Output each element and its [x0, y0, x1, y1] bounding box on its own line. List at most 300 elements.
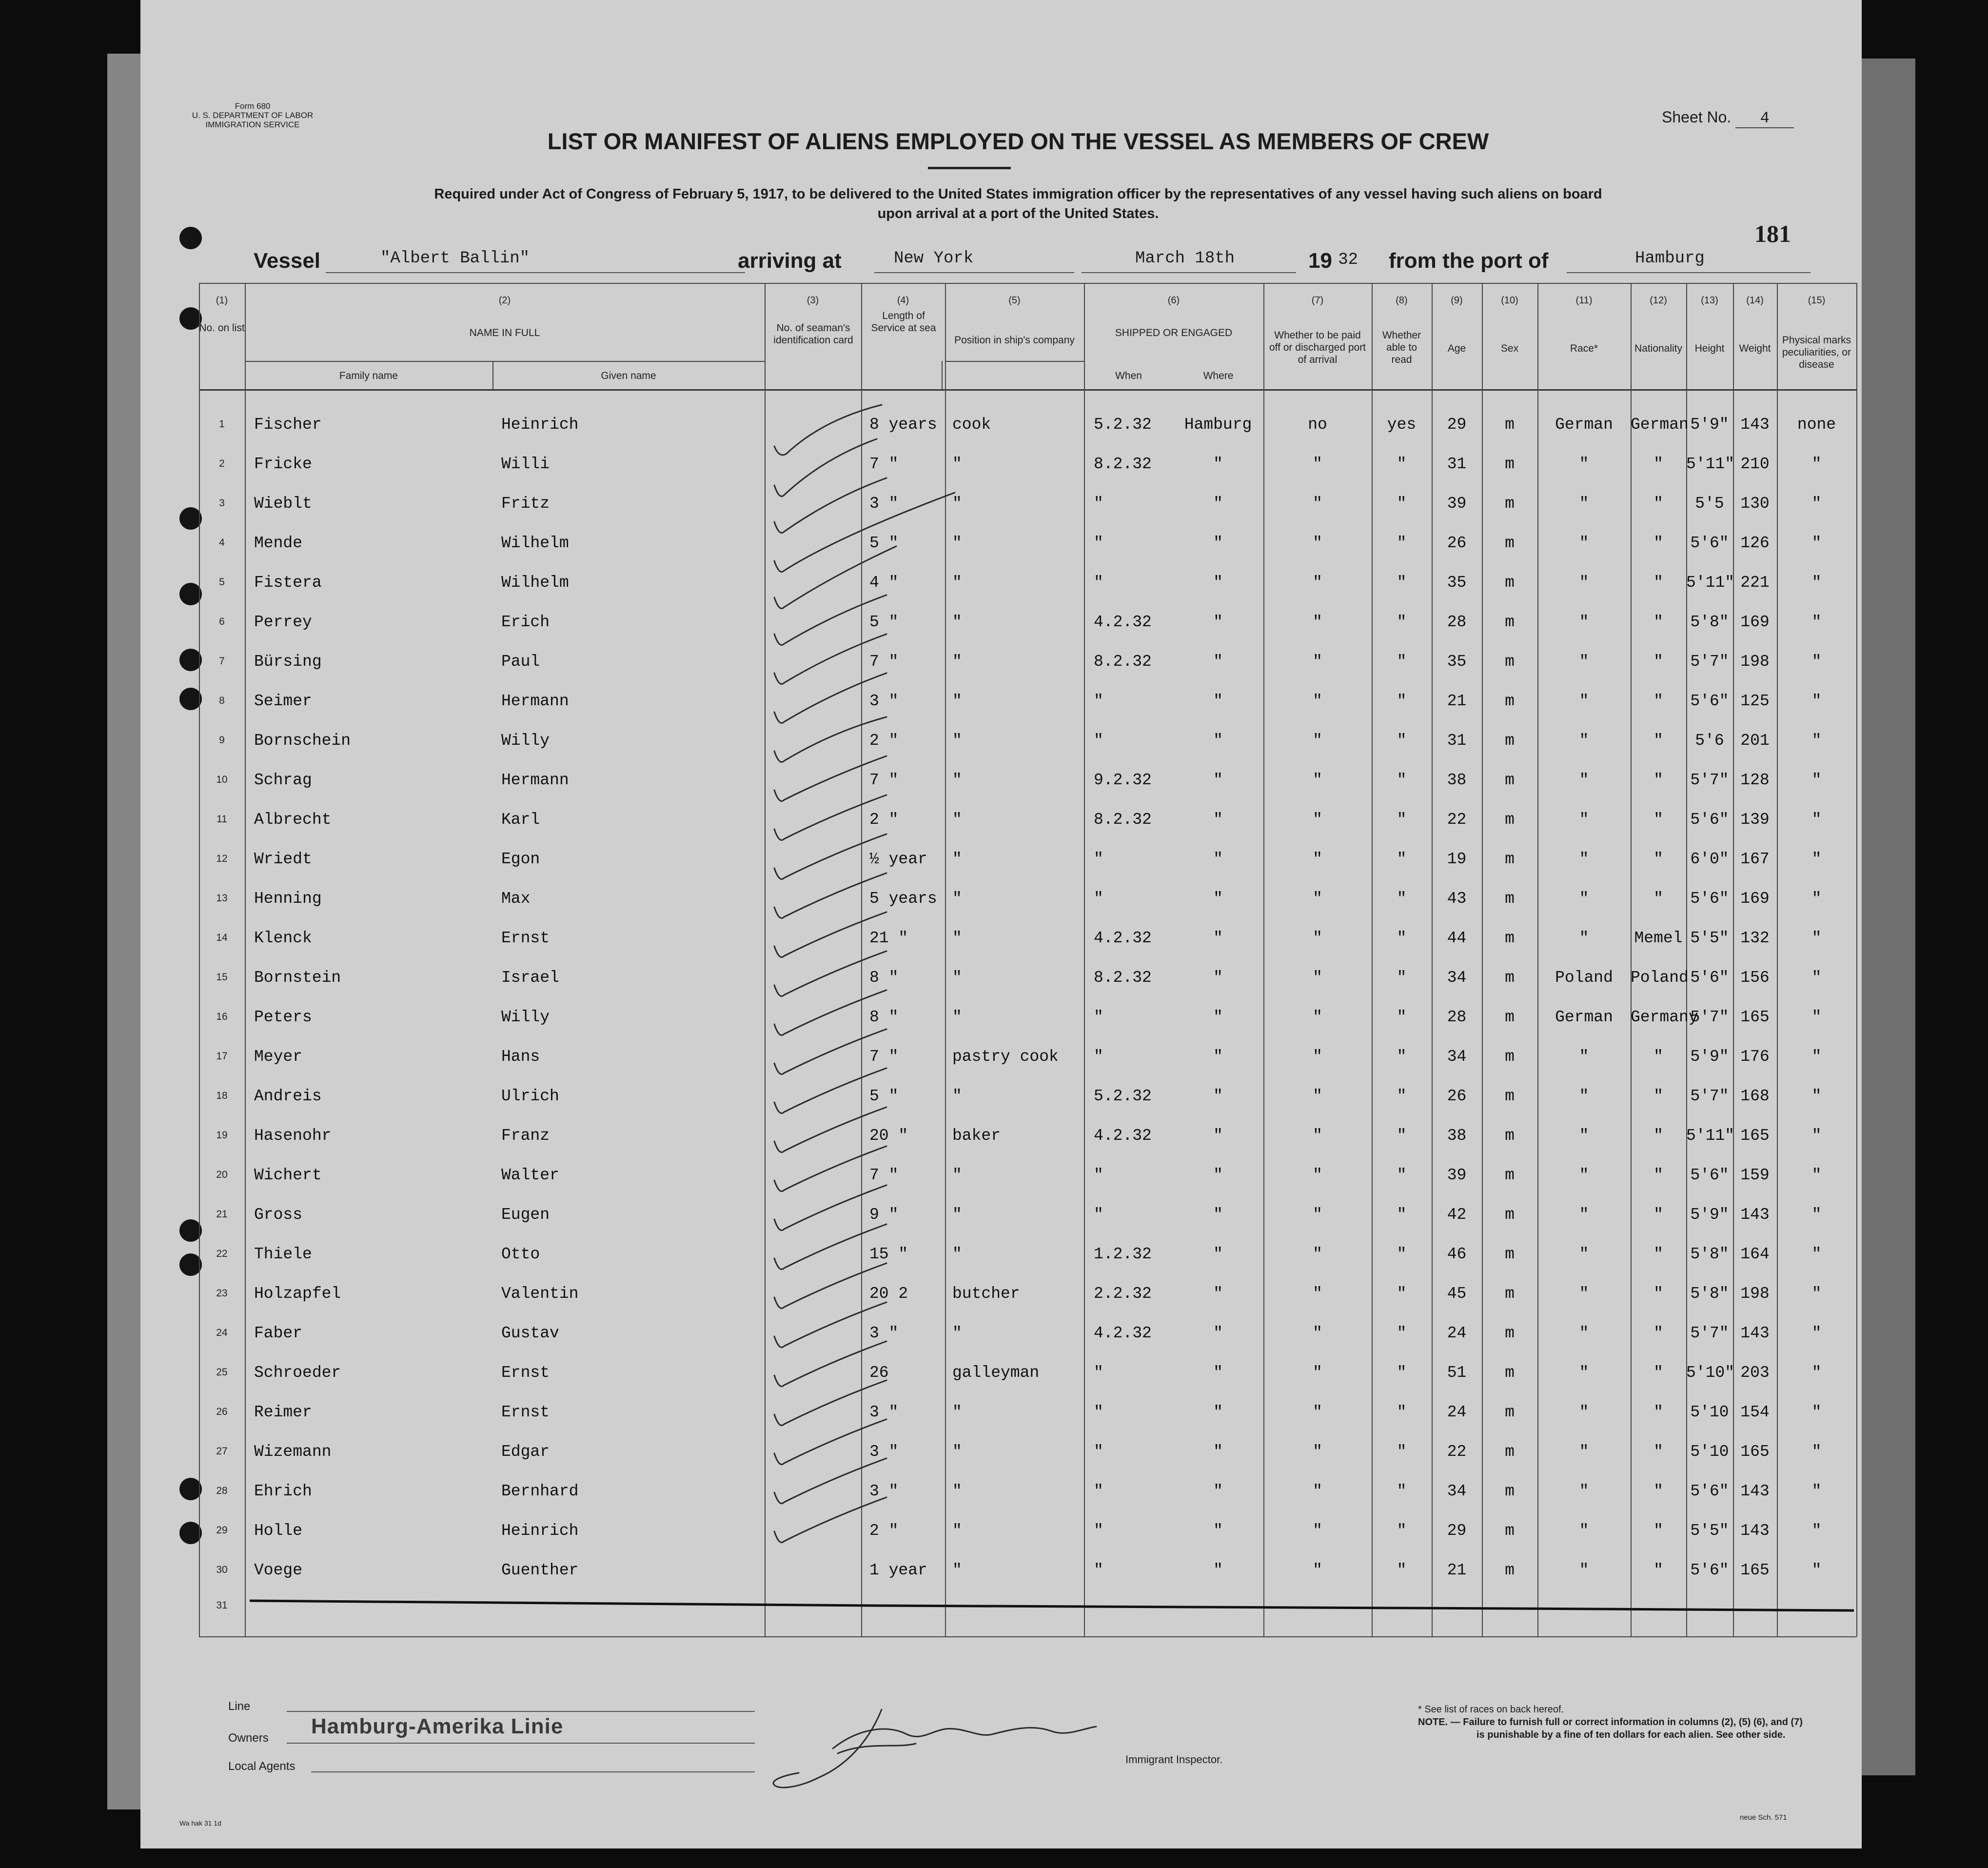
- arriving-field: [874, 248, 1074, 273]
- service-length: 5 ": [869, 1087, 899, 1105]
- given-name: Eugen: [501, 1206, 550, 1224]
- nationality: ": [1653, 890, 1663, 908]
- able-to-read: ": [1397, 1206, 1407, 1224]
- service-length: 4 ": [869, 574, 899, 592]
- family-name: Faber: [254, 1324, 303, 1342]
- shipped-where: ": [1213, 890, 1223, 908]
- sex: m: [1505, 1166, 1515, 1184]
- height: 5'10: [1690, 1403, 1729, 1421]
- race: ": [1579, 1048, 1589, 1066]
- col-header-sex: Sex: [1500, 343, 1519, 354]
- nationality: ": [1653, 1166, 1663, 1184]
- shipped-where: ": [1213, 1324, 1223, 1342]
- paid-off: ": [1313, 1245, 1322, 1263]
- vessel-field: [326, 248, 745, 273]
- shipped-when: ": [1094, 495, 1103, 513]
- shipped-where: ": [1213, 1127, 1223, 1145]
- sex: m: [1505, 1324, 1515, 1342]
- physical-marks: ": [1811, 1324, 1822, 1342]
- table-row: [199, 726, 1857, 763]
- position: ": [952, 1166, 962, 1184]
- able-to-read: ": [1397, 1127, 1407, 1145]
- physical-marks: ": [1811, 1364, 1822, 1382]
- physical-marks: ": [1811, 1008, 1822, 1026]
- height: 5'5: [1695, 495, 1724, 513]
- age: 51: [1447, 1364, 1467, 1382]
- age: 24: [1447, 1324, 1467, 1342]
- position: ": [952, 1008, 962, 1026]
- able-to-read: ": [1397, 1087, 1407, 1105]
- able-to-read: ": [1397, 850, 1407, 868]
- row-number: 20: [216, 1169, 228, 1180]
- position: ": [952, 850, 962, 868]
- shipped-where: ": [1213, 1364, 1223, 1382]
- nationality: Memel: [1634, 929, 1683, 947]
- position: ": [952, 653, 962, 671]
- paid-off: ": [1313, 613, 1322, 631]
- weight: 176: [1740, 1048, 1770, 1066]
- shipped-when: ": [1094, 732, 1103, 750]
- age: 38: [1447, 1127, 1467, 1145]
- paid-off: ": [1313, 1166, 1322, 1184]
- shipped-when: ": [1094, 890, 1103, 908]
- manifest-sheet: [140, 0, 1862, 1848]
- service-length: 20 2: [869, 1285, 908, 1303]
- family-name: Seimer: [254, 692, 312, 710]
- col-header-given: Given name: [601, 370, 656, 381]
- given-name: Paul: [501, 653, 540, 671]
- row-number: 14: [216, 932, 228, 943]
- col-header-read: Whether able to read: [1382, 330, 1421, 365]
- row-number: 19: [216, 1130, 228, 1141]
- shipped-when: ": [1094, 1206, 1103, 1224]
- able-to-read: ": [1397, 771, 1407, 789]
- given-name: Willy: [501, 732, 550, 750]
- shipped-when: 4.2.32: [1094, 1324, 1152, 1342]
- weight: 154: [1740, 1403, 1770, 1421]
- nationality: Poland: [1631, 969, 1689, 987]
- sex: m: [1505, 1206, 1515, 1224]
- checkmarks-column: [765, 380, 974, 1629]
- table-row: [199, 568, 1857, 605]
- table-row: [199, 765, 1857, 802]
- col-header-height: Height: [1694, 343, 1725, 354]
- physical-marks: ": [1811, 455, 1822, 473]
- shipped-when: 5.2.32: [1094, 416, 1152, 434]
- physical-marks: ": [1811, 1127, 1822, 1145]
- sex: m: [1505, 613, 1515, 631]
- paid-off: ": [1313, 1206, 1322, 1224]
- family-name: Fistera: [254, 574, 322, 592]
- paid-off: ": [1313, 771, 1322, 789]
- able-to-read: ": [1397, 613, 1407, 631]
- given-name: Erich: [501, 613, 550, 631]
- paid-off: ": [1313, 969, 1322, 987]
- form-department: [179, 101, 326, 129]
- physical-marks: ": [1811, 1561, 1822, 1579]
- family-name: Hasenohr: [254, 1127, 332, 1145]
- age: 35: [1447, 574, 1467, 592]
- weight: 168: [1740, 1087, 1770, 1105]
- table-row: [199, 607, 1857, 644]
- family-name: Schroeder: [254, 1364, 341, 1382]
- race: ": [1579, 1206, 1589, 1224]
- age: 45: [1447, 1285, 1467, 1303]
- service-length: 2 ": [869, 1522, 899, 1540]
- col-header-position: Position in ship's company: [954, 335, 1075, 346]
- table-row: [199, 805, 1857, 842]
- position: ": [952, 732, 962, 750]
- weight: 143: [1740, 1522, 1770, 1540]
- age: 43: [1447, 890, 1467, 908]
- weight: 165: [1740, 1561, 1770, 1579]
- col-header-weight: Weight: [1739, 343, 1771, 354]
- age: 22: [1447, 811, 1467, 829]
- nationality: ": [1653, 1522, 1663, 1540]
- height: 5'8": [1690, 1245, 1729, 1263]
- col-header-id-card: No. of seaman's identification card: [773, 322, 853, 346]
- nationality: ": [1653, 1403, 1663, 1421]
- age: 44: [1447, 929, 1467, 947]
- age: 26: [1447, 534, 1467, 552]
- age: 28: [1447, 1008, 1467, 1026]
- position: ": [952, 1324, 962, 1342]
- shipped-when: ": [1094, 574, 1103, 592]
- service-length: 3 ": [869, 495, 899, 513]
- service-length: 3 ": [869, 692, 899, 710]
- row-number: 3: [219, 497, 225, 509]
- sex: m: [1505, 1443, 1515, 1461]
- row-number: 1: [219, 418, 225, 430]
- table-row: [199, 489, 1857, 526]
- race: ": [1579, 850, 1589, 868]
- sex: m: [1505, 574, 1515, 592]
- paid-off: ": [1313, 1285, 1322, 1303]
- height: 5'6": [1690, 1561, 1729, 1579]
- service-length: 5 years: [869, 890, 937, 908]
- row-number: 27: [216, 1446, 228, 1457]
- able-to-read: ": [1397, 1048, 1407, 1066]
- service-length: 3 ": [869, 1443, 899, 1461]
- paid-off: ": [1313, 1443, 1322, 1461]
- local-agents-label: Local Agents: [228, 1760, 295, 1773]
- shipped-where: ": [1213, 1561, 1223, 1579]
- position: ": [952, 495, 962, 513]
- col-header-service: Length of Service at sea: [871, 310, 936, 334]
- family-name: Fischer: [254, 416, 322, 434]
- height: 5'7": [1690, 1324, 1729, 1342]
- year-suffix: 32: [1338, 251, 1358, 269]
- physical-marks: ": [1811, 1522, 1822, 1540]
- able-to-read: ": [1397, 455, 1407, 473]
- position: ": [952, 1561, 962, 1579]
- height: 5'7": [1690, 653, 1729, 671]
- height: 5'5": [1690, 929, 1729, 947]
- position: baker: [952, 1127, 1001, 1145]
- shipped-where: ": [1213, 969, 1223, 987]
- service-length: 7 ": [869, 455, 899, 473]
- family-name: Gross: [254, 1206, 303, 1224]
- able-to-read: ": [1397, 1245, 1407, 1263]
- position: ": [952, 613, 962, 631]
- paid-off: ": [1313, 890, 1322, 908]
- sex: m: [1505, 1522, 1515, 1540]
- able-to-read: ": [1397, 1561, 1407, 1579]
- height: 5'9": [1690, 416, 1729, 434]
- service-length: 20 ": [869, 1127, 908, 1145]
- shipped-when: ": [1094, 1048, 1103, 1066]
- shipped-when: ": [1094, 850, 1103, 868]
- row-number: 7: [219, 656, 225, 667]
- given-name: Franz: [501, 1127, 550, 1145]
- weight: 165: [1740, 1008, 1770, 1026]
- table-row: [199, 647, 1857, 684]
- paid-off: no: [1308, 416, 1327, 434]
- table-row: [199, 410, 1857, 447]
- age: 26: [1447, 1087, 1467, 1105]
- shipped-where: ": [1213, 455, 1223, 473]
- shipped-where: ": [1213, 534, 1223, 552]
- able-to-read: ": [1397, 969, 1407, 987]
- race: ": [1579, 1482, 1589, 1500]
- row-number: 24: [216, 1327, 228, 1338]
- family-name: Perrey: [254, 613, 312, 631]
- nationality: ": [1653, 613, 1663, 631]
- able-to-read: ": [1397, 929, 1407, 947]
- physical-marks: ": [1811, 1206, 1822, 1224]
- col-num: (15): [1808, 295, 1826, 306]
- inspector-label: Immigrant Inspector.: [1125, 1753, 1223, 1766]
- paid-off: ": [1313, 1561, 1322, 1579]
- arriving-label: arriving at: [738, 249, 842, 273]
- col-num: (6): [1167, 295, 1180, 306]
- shipped-when: 2.2.32: [1094, 1285, 1152, 1303]
- given-name: Max: [501, 890, 531, 908]
- shipped-when: ": [1094, 1364, 1103, 1382]
- row-number: 13: [216, 893, 228, 904]
- weight: 132: [1740, 929, 1770, 947]
- col-num: (14): [1746, 295, 1764, 306]
- sex: m: [1505, 890, 1515, 908]
- shipped-when: ": [1094, 1403, 1103, 1421]
- from-port-label: from the port of: [1389, 249, 1549, 273]
- height: 5'9": [1690, 1048, 1729, 1066]
- col-num: (13): [1701, 295, 1718, 306]
- footer-note: * See list of races on back hereof. NOTE. — Failure to furnish full or correct information in columns (2), (5) (6), and (7) is punishable by a fine of ten dollars for each alien. See other side.: [1418, 1704, 1803, 1740]
- shipped-when: 1.2.32: [1094, 1245, 1152, 1263]
- service-length: 2 ": [869, 732, 899, 750]
- weight: 165: [1740, 1127, 1770, 1145]
- family-name: Schrag: [254, 771, 312, 789]
- shipped-when: ": [1094, 1561, 1103, 1579]
- nationality: ": [1653, 732, 1663, 750]
- weight: 125: [1740, 692, 1770, 710]
- nationality: ": [1653, 850, 1663, 868]
- race: ": [1579, 495, 1589, 513]
- height: 5'7": [1690, 771, 1729, 789]
- table-row: [199, 1318, 1857, 1355]
- given-name: Israel: [501, 969, 559, 987]
- shipped-when: 4.2.32: [1094, 929, 1152, 947]
- age: 21: [1447, 1561, 1467, 1579]
- col-num: (2): [498, 295, 511, 306]
- physical-marks: ": [1811, 929, 1822, 947]
- sex: m: [1505, 969, 1515, 987]
- weight: 198: [1740, 653, 1770, 671]
- height: 5'6": [1690, 1482, 1729, 1500]
- form-title: LIST OR MANIFEST OF ALIENS EMPLOYED ON THE VESSEL AS MEMBERS OF CREW: [547, 128, 1489, 154]
- service-length: 7 ": [869, 771, 899, 789]
- race: ": [1579, 653, 1589, 671]
- given-name: Wilhelm: [501, 534, 569, 552]
- age: 34: [1447, 969, 1467, 987]
- age: 31: [1447, 455, 1467, 473]
- weight: 210: [1740, 455, 1770, 473]
- nationality: ": [1653, 1048, 1663, 1066]
- sex: m: [1505, 1561, 1515, 1579]
- physical-marks: ": [1811, 811, 1822, 829]
- age: 24: [1447, 1403, 1467, 1421]
- page-number: 181: [1754, 220, 1791, 247]
- able-to-read: ": [1397, 1482, 1407, 1500]
- shipped-when: 4.2.32: [1094, 613, 1152, 631]
- vessel-name: "Albert Ballin": [380, 249, 530, 268]
- sex: m: [1505, 1127, 1515, 1145]
- sex: m: [1505, 1048, 1515, 1066]
- weight: 130: [1740, 495, 1770, 513]
- race: German: [1555, 1008, 1613, 1026]
- weight: 203: [1740, 1364, 1770, 1382]
- family-name: Ehrich: [254, 1482, 312, 1500]
- sex: m: [1505, 534, 1515, 552]
- table-row: [199, 686, 1857, 723]
- weight: 139: [1740, 811, 1770, 829]
- col-num: (7): [1311, 295, 1324, 306]
- arrival-date: March 18th: [1135, 249, 1235, 268]
- able-to-read: ": [1397, 1403, 1407, 1421]
- physical-marks: ": [1811, 890, 1822, 908]
- paid-off: ": [1313, 1127, 1322, 1145]
- age: 19: [1447, 850, 1467, 868]
- row-number: 26: [216, 1406, 228, 1417]
- age: 31: [1447, 732, 1467, 750]
- row-number: 29: [216, 1525, 228, 1536]
- age: 29: [1447, 416, 1467, 434]
- physical-marks: ": [1811, 1166, 1822, 1184]
- able-to-read: ": [1397, 1364, 1407, 1382]
- nationality: ": [1653, 1206, 1663, 1224]
- service-length: ½ year: [869, 850, 927, 868]
- col-num: (5): [1008, 295, 1021, 306]
- date-field: [1082, 248, 1296, 273]
- shipped-when: 8.2.32: [1094, 455, 1152, 473]
- paid-off: ": [1313, 1482, 1322, 1500]
- row-number: 10: [216, 774, 228, 785]
- paid-off: ": [1313, 1324, 1322, 1342]
- age: 42: [1447, 1206, 1467, 1224]
- height: 5'8": [1690, 1285, 1729, 1303]
- race: ": [1579, 1285, 1589, 1303]
- nationality: ": [1653, 1561, 1663, 1579]
- physical-marks: ": [1811, 495, 1822, 513]
- race: ": [1579, 1324, 1589, 1342]
- table-row: [199, 884, 1857, 921]
- nationality: ": [1653, 771, 1663, 789]
- family-name: Meyer: [254, 1048, 303, 1066]
- sex: m: [1505, 771, 1515, 789]
- nationality: ": [1653, 1324, 1663, 1342]
- able-to-read: ": [1397, 653, 1407, 671]
- col-header-where: Where: [1203, 370, 1234, 381]
- stamp-code: neue Sch. 571: [1740, 1813, 1787, 1822]
- service-length: 15 ": [869, 1245, 908, 1263]
- able-to-read: ": [1397, 534, 1407, 552]
- paid-off: ": [1313, 1522, 1322, 1540]
- age: 38: [1447, 771, 1467, 789]
- nationality: ": [1653, 495, 1663, 513]
- row-number: 23: [216, 1288, 228, 1299]
- height: 5'6": [1690, 969, 1729, 987]
- family-name: Thiele: [254, 1245, 312, 1263]
- nationality: German: [1631, 416, 1689, 434]
- shipped-where: ": [1213, 574, 1223, 592]
- race: ": [1579, 1087, 1589, 1105]
- service-length: 3 ": [869, 1403, 899, 1421]
- shipped-when: ": [1094, 1443, 1103, 1461]
- able-to-read: ": [1397, 1166, 1407, 1184]
- shipped-where: ": [1213, 1285, 1223, 1303]
- race: ": [1579, 692, 1589, 710]
- race: ": [1579, 1166, 1589, 1184]
- nationality: ": [1653, 811, 1663, 829]
- family-name: Wieblt: [254, 495, 312, 513]
- given-name: Heinrich: [501, 1522, 579, 1540]
- physical-marks: ": [1811, 1482, 1822, 1500]
- given-name: Karl: [501, 811, 540, 829]
- service-length: 3 ": [869, 1324, 899, 1342]
- line-label: Line: [228, 1700, 251, 1713]
- shipped-where: ": [1213, 613, 1223, 631]
- given-name: Wilhelm: [501, 574, 569, 592]
- paid-off: ": [1313, 455, 1322, 473]
- race: ": [1579, 1127, 1589, 1145]
- col-num: (3): [807, 295, 819, 306]
- weight: 165: [1740, 1443, 1770, 1461]
- vessel-label: Vessel: [254, 249, 321, 273]
- row-number: 8: [219, 695, 225, 706]
- form-subtitle: Required under Act of Congress of February 5, 1917, to be delivered to the United States immigration officer by the representatives of any vessel having such aliens on board upon arrival at a port of the United States.: [434, 186, 1602, 221]
- height: 5'11": [1686, 455, 1735, 473]
- nationality: ": [1653, 1364, 1663, 1382]
- weight: 198: [1740, 1285, 1770, 1303]
- height: 5'5": [1690, 1522, 1729, 1540]
- table-row: [199, 1121, 1857, 1158]
- table-row: [199, 1516, 1857, 1553]
- paid-off: ": [1313, 1403, 1322, 1421]
- col-num: (8): [1396, 295, 1408, 306]
- family-name: Voege: [254, 1561, 303, 1579]
- age: 29: [1447, 1522, 1467, 1540]
- shipped-when: 4.2.32: [1094, 1127, 1152, 1145]
- table-row: [199, 1555, 1857, 1592]
- paid-off: ": [1313, 574, 1322, 592]
- shipped-when: ": [1094, 692, 1103, 710]
- physical-marks: ": [1811, 692, 1822, 710]
- paid-off: ": [1313, 495, 1322, 513]
- given-name: Heinrich: [501, 416, 579, 434]
- paid-off: ": [1313, 653, 1322, 671]
- service-length: 3 ": [869, 1482, 899, 1500]
